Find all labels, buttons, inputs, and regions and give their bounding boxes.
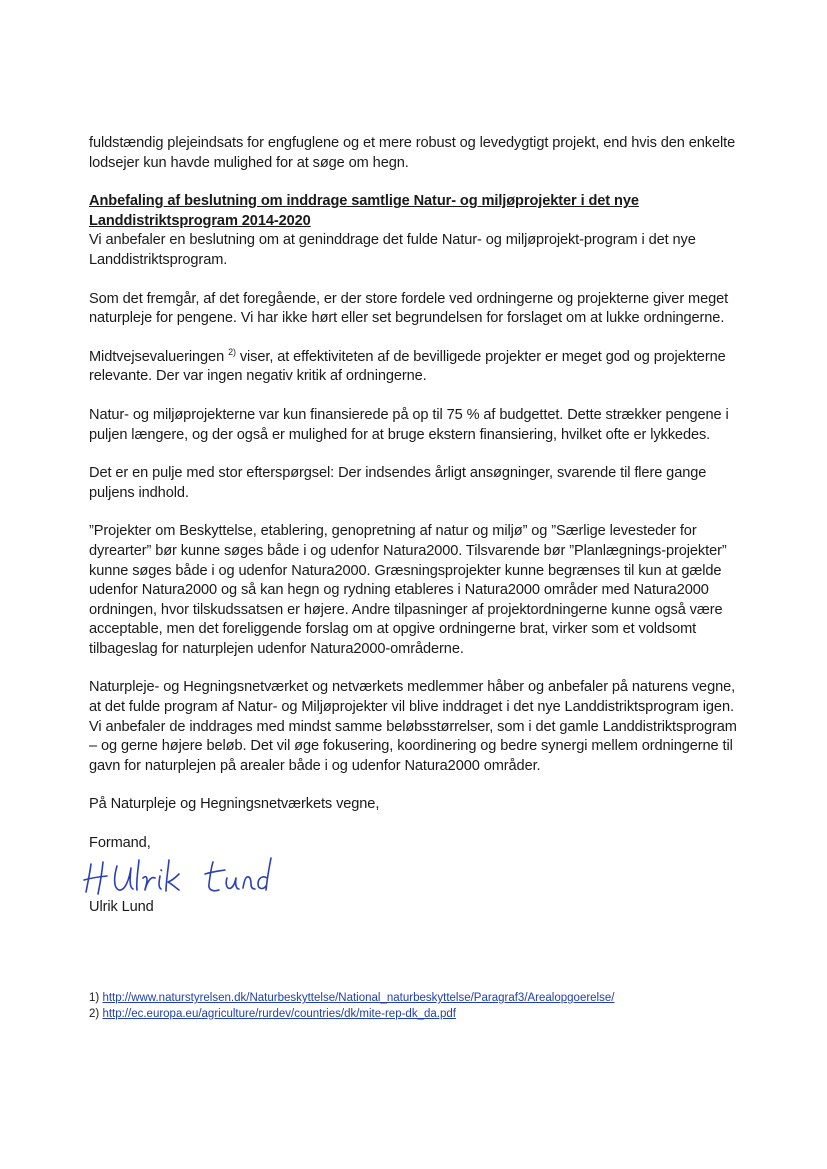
- footnotes: [89, 990, 614, 1022]
- section-heading: Anbefaling af beslutning om inddrage samtlige Natur- og miljøprojekter i det nye Landdistriktsprogram 2014-2020: [89, 193, 639, 229]
- signature-block: [89, 834, 739, 917]
- footnote-1: [89, 990, 614, 1006]
- recommendation-section: [89, 192, 739, 270]
- paragraph-midterm-text-after: viser, at effektiviteten af de bevilligede projekter er meget god og projekterne relevante. Der var ingen negativ kritik af ordningerne.: [89, 348, 726, 385]
- footnote-link-1[interactable]: http://www.naturstyrelsen.dk/Naturbeskyttelse/National_naturbeskyttelse/Paragraf3/Arealopgoerelse/: [102, 992, 615, 1004]
- section-intro: Vi anbefaler en beslutning om at geninddrage det fulde Natur- og miljøprojekt-program i det nye Landdistriktsprogram.: [89, 232, 696, 268]
- closing-line: På Naturpleje og Hegningsnetværkets vegne,: [89, 796, 380, 813]
- paragraph-project-types: ”Projekter om Beskyttelse, etablering, genopretning af natur og miljø” og ”Særlige levesteder for dyrearter” bør kunne søges både i og udenfor Natura2000. Tilsvarende bør ”Planlægnings-projekter” kunne søges både i og udenfor Natura2000. Græsningsprojekter kunne begrænses til kun at gælde udenfor Natura2000 og så kan hegn og rydning etableres i Natura2000 områder med Natura2000 ordningen, hvor tilskudssatsen er højere. Andre tilpasninger af projektordningerne kunne også være acceptable, men det foreliggende forslag om at opgive ordningerne brat, virker som et voldsomt tilbageslag for naturplejen udenfor Natura2000-områderne.: [89, 523, 727, 657]
- paragraph-recommendation: Naturpleje- og Hegningsnetværket og netværkets medlemmer håber og anbefaler på naturens vegne, at det fulde program af Natur- og Miljøprojekter vil blive inddraget i det nye Landdistriktsprogram igen. Vi anbefaler de inddrages med mindst samme beløbsstørrelser, som i det gamle Landdistriktsprogram – og gerne højere beløb. Det vil øge fokusering, koordinering og bedre synergi mellem ordningerne til gavn for naturplejen på arealer både i og udenfor Natura2000 områder.: [89, 679, 737, 774]
- signer-role: Formand,: [89, 835, 151, 852]
- opening-paragraph: fuldstændig plejeindsats for engfuglene og et mere robust og levedygtigt projekt, end hvis den enkelte lodsejer kun havde mulighed for at søge om hegn.: [89, 135, 736, 171]
- paragraph-midterm-evaluation: [89, 348, 739, 387]
- paragraph-financing: Natur- og miljøprojekterne var kun finansierede på op til 75 % af budgettet. Dette strækker pengene i puljen længere, og der også er mulighed for at bruge ekstern finansiering, hvilket ofte er lykkedes.: [89, 406, 729, 443]
- signature-drawing: [83, 854, 273, 898]
- footnote-2: [89, 1006, 614, 1022]
- paragraph-demand: Det er en pulje med stor efterspørgsel: Der indsendes årligt ansøgninger, svarende til flere gange puljens indhold.: [89, 465, 707, 501]
- footnote-link-2[interactable]: http://ec.europa.eu/agriculture/rurdev/countries/dk/mite-rep-dk_da.pdf: [102, 1008, 456, 1020]
- paragraph-advantages: Som det fremgår, af det foregående, er der store fordele ved ordningerne og projekterne giver meget naturpleje for pengene. Vi har ikke hørt eller set begrundelsen for forslaget om at lukke ordningerne.: [89, 290, 729, 327]
- footnote-marker-1: 1): [89, 992, 100, 1004]
- handwritten-signature: [83, 854, 739, 898]
- paragraph-midterm-text-before: Midtvejsevalueringen: [89, 348, 229, 365]
- footnote-reference-2: 2): [228, 346, 236, 357]
- signer-name: Ulrik Lund: [89, 898, 154, 915]
- document-body: [89, 134, 739, 917]
- footnote-marker-2: 2): [89, 1008, 100, 1020]
